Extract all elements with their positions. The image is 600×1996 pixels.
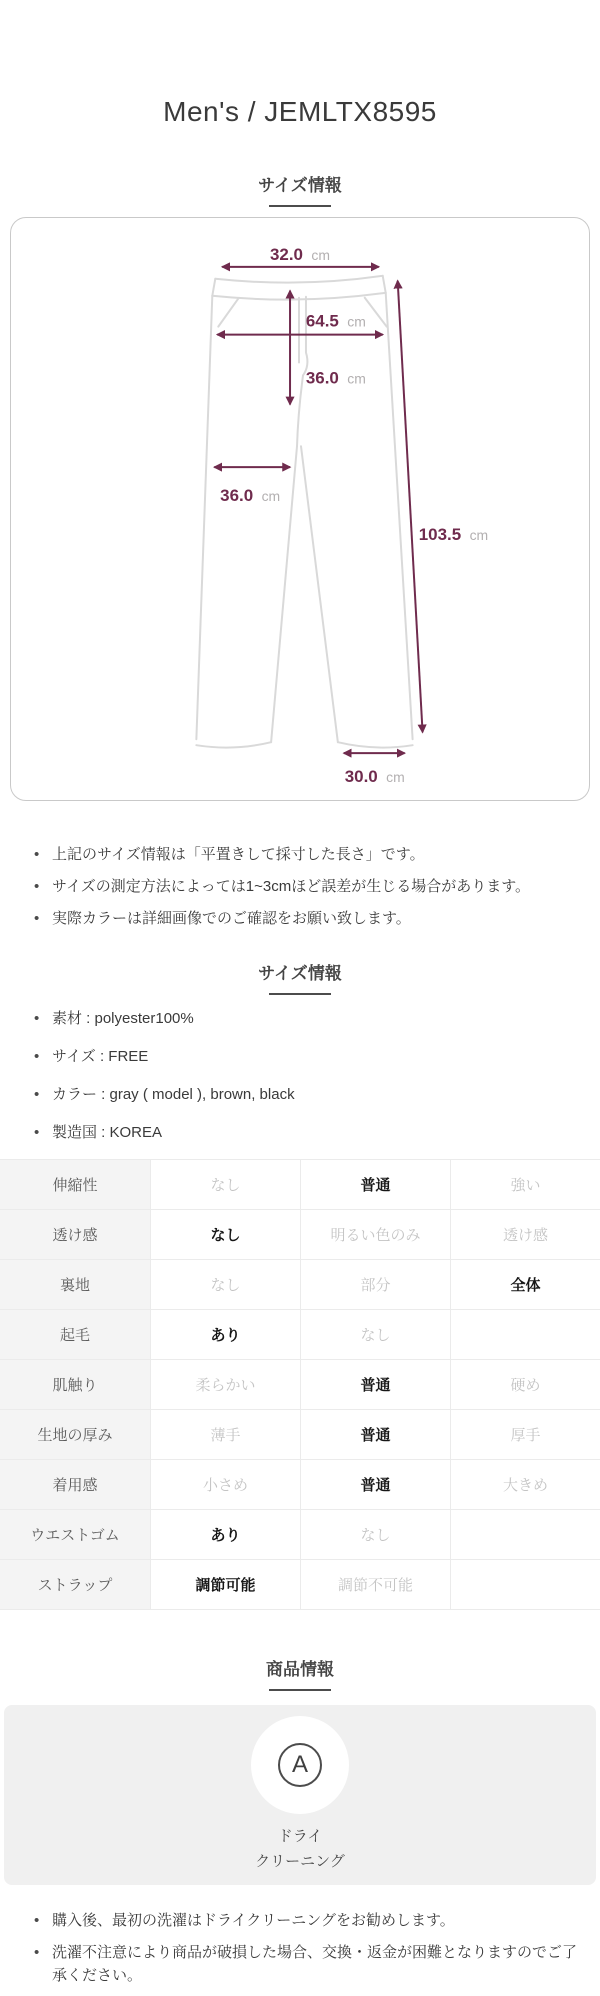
svg-text:36.0 cm — [220, 486, 280, 505]
table-option: なし — [300, 1310, 450, 1359]
hip-value: 64.5 — [305, 311, 339, 331]
table-option-empty — [450, 1510, 600, 1559]
table-option: 普通 — [300, 1410, 450, 1459]
heading-underline — [269, 993, 331, 995]
spec-item: • 素材 : polyester100% — [34, 1007, 580, 1030]
product-note-item: • 購入後、最初の洗濯はドライクリーニングをお勧めします。 — [34, 1909, 580, 1932]
table-row-label: ストラップ — [0, 1560, 150, 1609]
table-option: 全体 — [450, 1260, 600, 1309]
care-instructions-card — [4, 1705, 596, 1885]
table-row-label: 着用感 — [0, 1460, 150, 1509]
size-diagram-card — [10, 217, 590, 801]
table-option: 透け感 — [450, 1210, 600, 1259]
product-notes-list — [0, 1909, 600, 1987]
measurement-thigh — [214, 467, 290, 505]
size-notes-list — [0, 843, 600, 930]
table-row — [0, 1460, 600, 1510]
page-title: Men's / JEMLTX8595 — [163, 96, 437, 127]
table-row — [0, 1360, 600, 1410]
table-row-label: 生地の厚み — [0, 1410, 150, 1459]
table-option: 硬め — [450, 1360, 600, 1409]
spec-item: • サイズ : FREE — [34, 1045, 580, 1068]
table-option: なし — [300, 1510, 450, 1559]
table-row-label: 伸縮性 — [0, 1160, 150, 1209]
svg-text:36.0 cm — [306, 368, 366, 387]
pants-measurement-diagram — [11, 218, 589, 800]
section-heading-text: 商品情報 — [266, 1660, 334, 1679]
table-row — [0, 1310, 600, 1360]
table-option-empty — [450, 1310, 600, 1359]
table-option: 普通 — [300, 1460, 450, 1509]
table-option: なし — [150, 1210, 300, 1259]
table-row — [0, 1210, 600, 1260]
care-label-line1: ドライ — [277, 1828, 323, 1845]
table-option: なし — [150, 1260, 300, 1309]
table-option: 小さめ — [150, 1460, 300, 1509]
measurement-waist — [222, 245, 378, 267]
svg-text:32.0 cm — [270, 245, 330, 264]
size-section-heading — [0, 174, 600, 207]
table-option: 厚手 — [450, 1410, 600, 1459]
waist-value: 32.0 — [270, 244, 303, 264]
spec-item: • カラー : gray ( model ), brown, black — [34, 1083, 580, 1106]
table-option: なし — [150, 1160, 300, 1209]
table-option: あり — [150, 1310, 300, 1359]
table-row — [0, 1160, 600, 1210]
pants-outline — [196, 276, 412, 748]
care-icon-background — [251, 1716, 349, 1814]
table-option: 薄手 — [150, 1410, 300, 1459]
table-row-label: ウエストゴム — [0, 1510, 150, 1559]
table-row — [0, 1260, 600, 1310]
table-row-label: 肌触り — [0, 1360, 150, 1409]
table-option: 普通 — [300, 1160, 450, 1209]
product-note-item: • 洗濯不注意により商品が破損した場合、交換・返金が困難となりますのでご了承ください。 — [34, 1941, 580, 1987]
svg-text:64.5 cm — [306, 312, 366, 331]
care-label — [255, 1824, 345, 1874]
table-option: 部分 — [300, 1260, 450, 1309]
table-row — [0, 1510, 600, 1560]
care-symbol-letter: A — [291, 1751, 308, 1778]
table-row-label: 起毛 — [0, 1310, 150, 1359]
spec-item: • 製造国 : KOREA — [34, 1121, 580, 1144]
waist-unit: cm — [311, 246, 330, 263]
section-heading-text: サイズ情報 — [258, 964, 342, 983]
table-row — [0, 1410, 600, 1460]
care-label-line2: クリーニング — [255, 1853, 345, 1870]
table-option: 強い — [450, 1160, 600, 1209]
product-section-heading — [0, 1658, 600, 1691]
hem-value: 30.0 — [344, 767, 378, 787]
hem-unit: cm — [386, 769, 405, 786]
table-option: 普通 — [300, 1360, 450, 1409]
length-value: 103.5 — [418, 524, 462, 544]
table-option-empty — [450, 1560, 600, 1609]
table-row-label: 裏地 — [0, 1260, 150, 1309]
size-note-item: • 上記のサイズ情報は「平置きして採寸した長さ」です。 — [34, 843, 580, 866]
spec-section-heading — [0, 962, 600, 995]
heading-underline — [269, 205, 331, 207]
size-note-item: • 実際カラーは詳細画像でのご確認をお願い致します。 — [34, 907, 580, 930]
spec-items-list — [0, 1007, 600, 1144]
fabric-feature-table — [0, 1159, 600, 1610]
table-option: 調節可能 — [150, 1560, 300, 1609]
heading-underline — [269, 1689, 331, 1691]
svg-text:30.0 cm — [345, 767, 405, 786]
measurement-hem — [344, 753, 405, 786]
table-row-label: 透け感 — [0, 1210, 150, 1259]
dry-cleaning-icon — [278, 1743, 322, 1787]
table-option: 明るい色のみ — [300, 1210, 450, 1259]
thigh-value: 36.0 — [220, 486, 254, 506]
table-option: 調節不可能 — [300, 1560, 450, 1609]
svg-text:103.5 cm — [419, 525, 488, 544]
thigh-unit: cm — [261, 488, 281, 505]
table-option: 柔らかい — [150, 1360, 300, 1409]
rise-unit: cm — [347, 370, 366, 387]
measurement-length — [398, 281, 489, 732]
length-unit: cm — [469, 526, 489, 543]
table-option: 大きめ — [450, 1460, 600, 1509]
hip-unit: cm — [347, 313, 366, 330]
rise-value: 36.0 — [305, 368, 339, 388]
table-option: あり — [150, 1510, 300, 1559]
size-note-item: • サイズの測定方法によっては1~3cmほど誤差が生じる場合があります。 — [34, 875, 580, 898]
section-heading-text: サイズ情報 — [258, 176, 342, 195]
table-row — [0, 1560, 600, 1610]
